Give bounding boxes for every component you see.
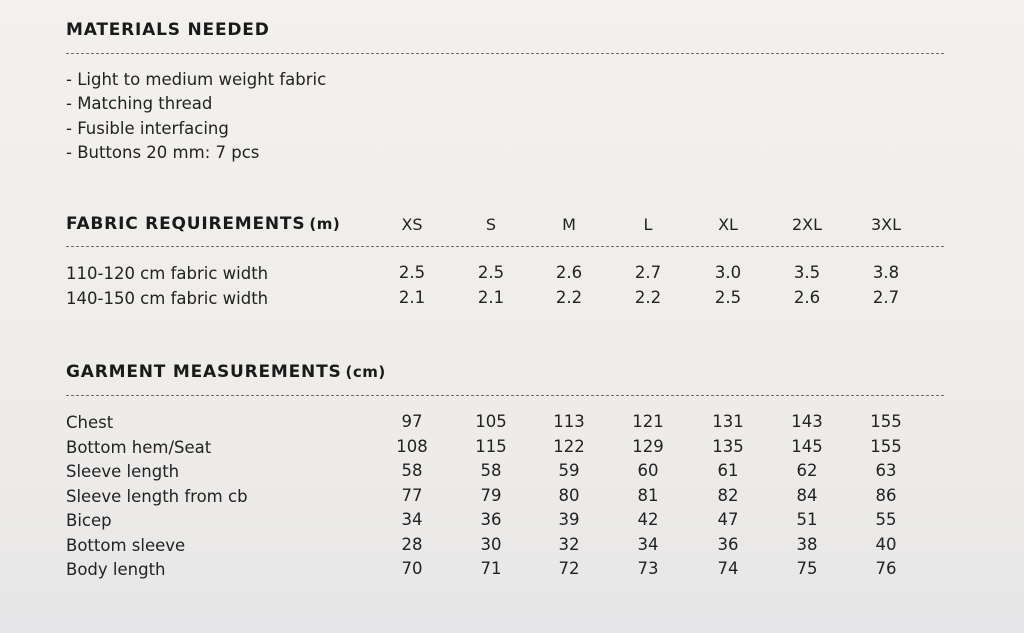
fabric-cell: 3.8	[872, 263, 900, 282]
fabric-cell: 2.5	[398, 263, 426, 282]
garment-cell: 75	[796, 559, 818, 578]
garment-cell: 135	[712, 437, 744, 456]
garment-cell: 122	[553, 437, 585, 456]
fabric-cell: 2.7	[872, 288, 900, 307]
fabric-cell: 2.6	[793, 288, 821, 307]
material-item: - Matching thread	[66, 94, 213, 113]
garment-row-label: Bottom hem/Seat	[66, 438, 212, 457]
material-item: - Buttons 20 mm: 7 pcs	[66, 143, 260, 162]
size-header-xl: XL	[718, 215, 738, 234]
garment-cell: 58	[401, 461, 423, 480]
garment-cell: 143	[791, 412, 823, 431]
garment-row-label: Sleeve length	[66, 462, 180, 481]
garment-cell: 28	[401, 535, 423, 554]
garment-divider	[66, 395, 944, 396]
fabric-heading-title: FABRIC REQUIREMENTS	[66, 214, 306, 234]
garment-cell: 70	[401, 559, 423, 578]
fabric-row-label: 140-150 cm fabric width	[66, 289, 269, 308]
fabric-heading-unit: (m)	[309, 215, 341, 233]
garment-cell: 131	[712, 412, 744, 431]
garment-row-label: Chest	[66, 413, 114, 432]
fabric-cell: 2.5	[477, 263, 505, 282]
fabric-cell: 2.2	[555, 288, 583, 307]
fabric-cell: 2.5	[714, 288, 742, 307]
garment-cell: 115	[475, 437, 507, 456]
garment-cell: 36	[717, 535, 739, 554]
garment-cell: 39	[558, 510, 580, 529]
fabric-cell: 2.1	[398, 288, 426, 307]
size-header-l: L	[643, 215, 653, 234]
fabric-cell: 3.5	[793, 263, 821, 282]
garment-row-label: Bicep	[66, 511, 112, 530]
fabric-cell: 3.0	[714, 263, 742, 282]
garment-cell: 81	[637, 486, 659, 505]
garment-cell: 71	[480, 559, 502, 578]
garment-cell: 121	[632, 412, 664, 431]
fabric-cell: 2.7	[634, 263, 662, 282]
garment-cell: 42	[637, 510, 659, 529]
garment-cell: 76	[875, 559, 897, 578]
size-header-3xl: 3XL	[870, 215, 902, 234]
garment-cell: 61	[717, 461, 739, 480]
garment-cell: 47	[717, 510, 739, 529]
garment-cell: 97	[401, 412, 423, 431]
size-header-xs: XS	[401, 215, 423, 234]
fabric-cell: 2.1	[477, 288, 505, 307]
garment-cell: 155	[870, 412, 902, 431]
garment-heading-unit: (cm)	[345, 363, 386, 381]
garment-cell: 79	[480, 486, 502, 505]
material-item: - Fusible interfacing	[66, 119, 229, 138]
garment-cell: 55	[875, 510, 897, 529]
garment-row-label: Body length	[66, 560, 166, 579]
garment-cell: 145	[791, 437, 823, 456]
garment-cell: 34	[637, 535, 659, 554]
garment-cell: 73	[637, 559, 659, 578]
fabric-cell: 2.6	[555, 263, 583, 282]
fabric-row-label: 110-120 cm fabric width	[66, 264, 269, 283]
garment-row-label: Bottom sleeve	[66, 536, 186, 555]
garment-cell: 59	[558, 461, 580, 480]
garment-cell: 30	[480, 535, 502, 554]
material-item: - Light to medium weight fabric	[66, 70, 327, 89]
garment-cell: 74	[717, 559, 739, 578]
garment-row-label: Sleeve length from cb	[66, 487, 248, 506]
garment-cell: 77	[401, 486, 423, 505]
size-header-s: S	[485, 215, 497, 234]
fabric-cell: 2.2	[634, 288, 662, 307]
garment-cell: 34	[401, 510, 423, 529]
garment-cell: 63	[875, 461, 897, 480]
garment-cell: 36	[480, 510, 502, 529]
materials-divider	[66, 53, 944, 54]
garment-cell: 72	[558, 559, 580, 578]
garment-cell: 105	[475, 412, 507, 431]
garment-cell: 82	[717, 486, 739, 505]
garment-cell: 113	[553, 412, 585, 431]
garment-cell: 60	[637, 461, 659, 480]
garment-heading-title: GARMENT MEASUREMENTS	[66, 362, 342, 382]
garment-cell: 129	[632, 437, 664, 456]
size-header-m: M	[562, 215, 576, 234]
garment-cell: 58	[480, 461, 502, 480]
fabric-divider	[66, 246, 944, 247]
garment-cell: 40	[875, 535, 897, 554]
garment-cell: 108	[396, 437, 428, 456]
garment-heading	[66, 362, 386, 382]
garment-cell: 84	[796, 486, 818, 505]
garment-cell: 32	[558, 535, 580, 554]
garment-cell: 80	[558, 486, 580, 505]
fabric-heading	[66, 214, 340, 234]
size-header-2xl: 2XL	[791, 215, 823, 234]
garment-cell: 155	[870, 437, 902, 456]
garment-cell: 38	[796, 535, 818, 554]
materials-heading: MATERIALS NEEDED	[66, 20, 270, 40]
garment-cell: 86	[875, 486, 897, 505]
garment-cell: 51	[796, 510, 818, 529]
garment-cell: 62	[796, 461, 818, 480]
